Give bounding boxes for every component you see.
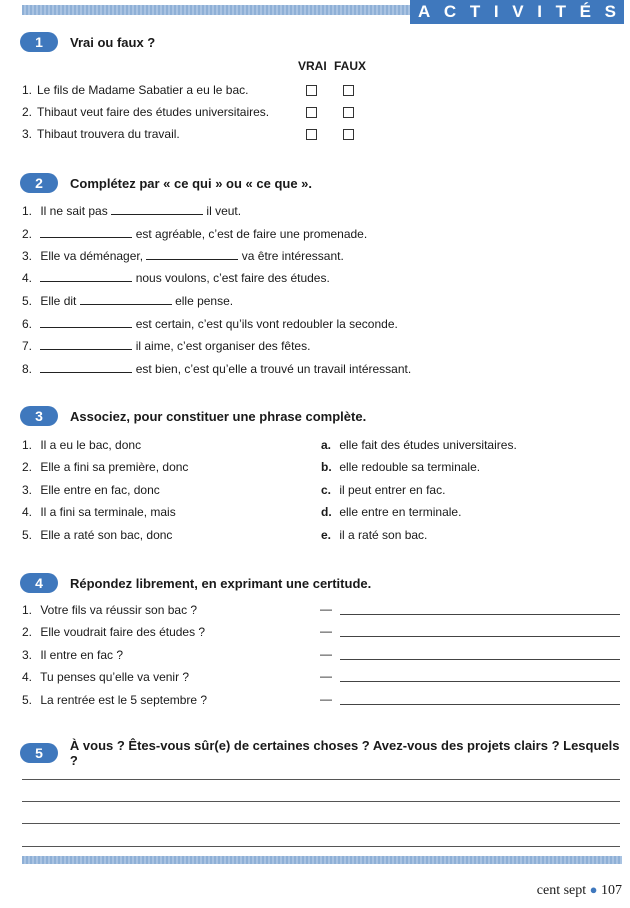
- item-number: 1.: [22, 438, 33, 452]
- match-right-item: [321, 527, 427, 543]
- item-letter: d.: [321, 505, 332, 519]
- bullet-icon: ●: [589, 882, 598, 897]
- fill-in-blank[interactable]: [40, 339, 132, 350]
- writing-line[interactable]: [22, 779, 620, 780]
- item-number: 2.: [22, 227, 33, 241]
- page-number: 107: [601, 883, 622, 898]
- header-letter: A: [418, 2, 431, 21]
- section-1-heading: [20, 32, 155, 52]
- item-number: 6.: [22, 317, 33, 331]
- fill-in-blank[interactable]: [111, 204, 203, 215]
- match-left-item: [22, 504, 176, 520]
- item-text: elle redouble sa terminale.: [339, 460, 481, 474]
- vrai-checkbox[interactable]: [306, 129, 317, 140]
- list-item: [22, 226, 367, 242]
- writing-line[interactable]: [22, 823, 620, 824]
- writing-line[interactable]: [22, 801, 620, 802]
- header-letter: V: [512, 2, 524, 21]
- list-item: [22, 248, 344, 264]
- item-text: il peut entrer en fac.: [339, 483, 446, 497]
- section-5-heading: [20, 738, 630, 768]
- item-number: 3.: [22, 127, 33, 141]
- item-text: il a raté son bac.: [339, 528, 428, 542]
- section-badge: 2: [20, 173, 58, 193]
- answer-dash: —: [320, 647, 332, 661]
- item-text: il aime, c’est organiser des fêtes.: [135, 339, 311, 353]
- answer-line[interactable]: [340, 704, 620, 705]
- answer-dash: —: [320, 669, 332, 683]
- item-number: 5.: [22, 693, 33, 707]
- item-text: nous voulons, c’est faire des études.: [135, 271, 330, 285]
- item-text: Il a fini sa terminale, mais: [40, 505, 176, 519]
- answer-dash: —: [320, 624, 332, 638]
- match-right-item: [321, 504, 461, 520]
- item-number: 8.: [22, 362, 33, 376]
- item-text: Elle dit: [40, 294, 77, 308]
- answer-line[interactable]: [340, 636, 620, 637]
- top-decorative-bar: [22, 5, 410, 15]
- match-left-item: [22, 482, 160, 498]
- item-text: Tu penses qu’elle va venir ?: [40, 670, 190, 684]
- match-right-item: [321, 437, 517, 453]
- header-letter: I: [537, 2, 542, 21]
- section-badge: 4: [20, 573, 58, 593]
- match-right-item: [321, 482, 445, 498]
- section-badge: 5: [20, 743, 58, 763]
- item-number: 3.: [22, 648, 33, 662]
- item-text: elle pense.: [175, 294, 234, 308]
- list-item: [22, 338, 310, 354]
- match-right-item: [321, 459, 480, 475]
- item-number: 1.: [22, 603, 33, 617]
- item-letter: e.: [321, 528, 332, 542]
- question-item: [22, 602, 197, 618]
- fill-in-blank[interactable]: [40, 317, 132, 328]
- bottom-decorative-bar: [22, 856, 622, 864]
- item-text: elle entre en terminale.: [339, 505, 462, 519]
- answer-dash: —: [320, 692, 332, 706]
- header-letter: S: [604, 2, 616, 21]
- item-text: est agréable, c’est de faire une promenade.: [135, 227, 368, 241]
- item-text: elle fait des études universitaires.: [339, 438, 517, 452]
- section-badge: 1: [20, 32, 58, 52]
- vrai-column-header: VRAI: [298, 59, 327, 73]
- header-letter: É: [579, 2, 591, 21]
- faux-column-header: FAUX: [334, 59, 367, 73]
- vrai-checkbox[interactable]: [306, 107, 317, 118]
- question-item: [22, 669, 189, 685]
- item-number: 3.: [22, 483, 33, 497]
- page-number-words: cent sept: [536, 883, 587, 898]
- list-item: [22, 104, 269, 120]
- item-text: Elle va déménager,: [40, 249, 144, 263]
- answer-line[interactable]: [340, 659, 620, 660]
- item-letter: b.: [321, 460, 332, 474]
- item-text: Votre fils va réussir son bac ?: [40, 603, 198, 617]
- question-item: [22, 624, 205, 640]
- list-item: [22, 316, 398, 332]
- answer-line[interactable]: [340, 681, 620, 682]
- page-footer: [537, 882, 622, 899]
- item-text: Elle a fini sa première, donc: [40, 460, 189, 474]
- section-badge: 3: [20, 406, 58, 426]
- vrai-checkbox[interactable]: [306, 85, 317, 96]
- header-letter: I: [493, 2, 499, 21]
- list-item: [22, 82, 248, 98]
- item-text: Le fils de Madame Sabatier a eu le bac.: [37, 83, 249, 97]
- section-title: Répondez librement, en exprimant une certitude.: [70, 575, 372, 591]
- section-3-heading: [20, 406, 366, 426]
- match-left-item: [22, 437, 141, 453]
- item-text: Thibaut trouvera du travail.: [37, 127, 180, 141]
- item-number: 2.: [22, 460, 33, 474]
- item-number: 5.: [22, 528, 33, 542]
- writing-line[interactable]: [22, 846, 620, 847]
- item-text: Elle a raté son bac, donc: [40, 528, 173, 542]
- list-item: [22, 203, 241, 219]
- header-letter: T: [469, 2, 481, 21]
- item-number: 1.: [22, 204, 33, 218]
- item-text: il veut.: [206, 204, 242, 218]
- item-text: Il entre en fac ?: [40, 648, 124, 662]
- item-number: 7.: [22, 339, 33, 353]
- list-item: [22, 293, 233, 309]
- item-text: va être intéressant.: [241, 249, 344, 263]
- item-number: 3.: [22, 249, 33, 263]
- item-number: 1.: [22, 83, 33, 97]
- fill-in-blank[interactable]: [40, 227, 132, 238]
- faux-checkbox[interactable]: [343, 107, 354, 118]
- item-number: 4.: [22, 271, 33, 285]
- section-2-heading: [20, 173, 312, 193]
- match-left-item: [22, 459, 188, 475]
- item-text: est bien, c’est qu’elle a trouvé un travail intéressant.: [135, 362, 412, 376]
- item-number: 2.: [22, 105, 33, 119]
- item-text: La rentrée est le 5 septembre ?: [40, 693, 208, 707]
- section-title: À vous ? Êtes-vous sûr(e) de certaines choses ? Avez-vous des projets clairs ? Lesquels ?: [69, 738, 620, 768]
- item-number: 4.: [22, 505, 33, 519]
- list-item: [22, 361, 411, 377]
- question-item: [22, 647, 123, 663]
- question-item: [22, 692, 207, 708]
- section-title: Associez, pour constituer une phrase complète.: [70, 408, 367, 424]
- match-left-item: [22, 527, 172, 543]
- list-item: [22, 270, 330, 286]
- item-number: 4.: [22, 670, 33, 684]
- faux-checkbox[interactable]: [343, 85, 354, 96]
- activites-header: [410, 0, 624, 24]
- answer-line[interactable]: [340, 614, 620, 615]
- item-text: Il a eu le bac, donc: [40, 438, 142, 452]
- section-title: Vrai ou faux ?: [70, 34, 156, 50]
- section-4-heading: [20, 573, 371, 593]
- list-item: [22, 126, 180, 142]
- section-title: Complétez par « ce qui » ou « ce que ».: [70, 175, 313, 191]
- item-letter: c.: [321, 483, 332, 497]
- item-number: 2.: [22, 625, 33, 639]
- item-letter: a.: [321, 438, 332, 452]
- fill-in-blank[interactable]: [146, 249, 238, 260]
- item-number: 5.: [22, 294, 33, 308]
- item-text: Elle voudrait faire des études ?: [40, 625, 206, 639]
- answer-dash: —: [320, 602, 332, 616]
- item-text: Il ne sait pas: [40, 204, 108, 218]
- header-letter: C: [443, 2, 457, 21]
- faux-checkbox[interactable]: [343, 129, 354, 140]
- item-text: est certain, c’est qu’ils vont redoubler la seconde.: [135, 317, 398, 331]
- fill-in-blank[interactable]: [80, 294, 172, 305]
- item-text: Thibaut veut faire des études universitaires.: [37, 105, 270, 119]
- item-text: Elle entre en fac, donc: [40, 483, 160, 497]
- header-letter: T: [555, 2, 566, 21]
- fill-in-blank[interactable]: [40, 271, 132, 282]
- fill-in-blank[interactable]: [40, 362, 132, 373]
